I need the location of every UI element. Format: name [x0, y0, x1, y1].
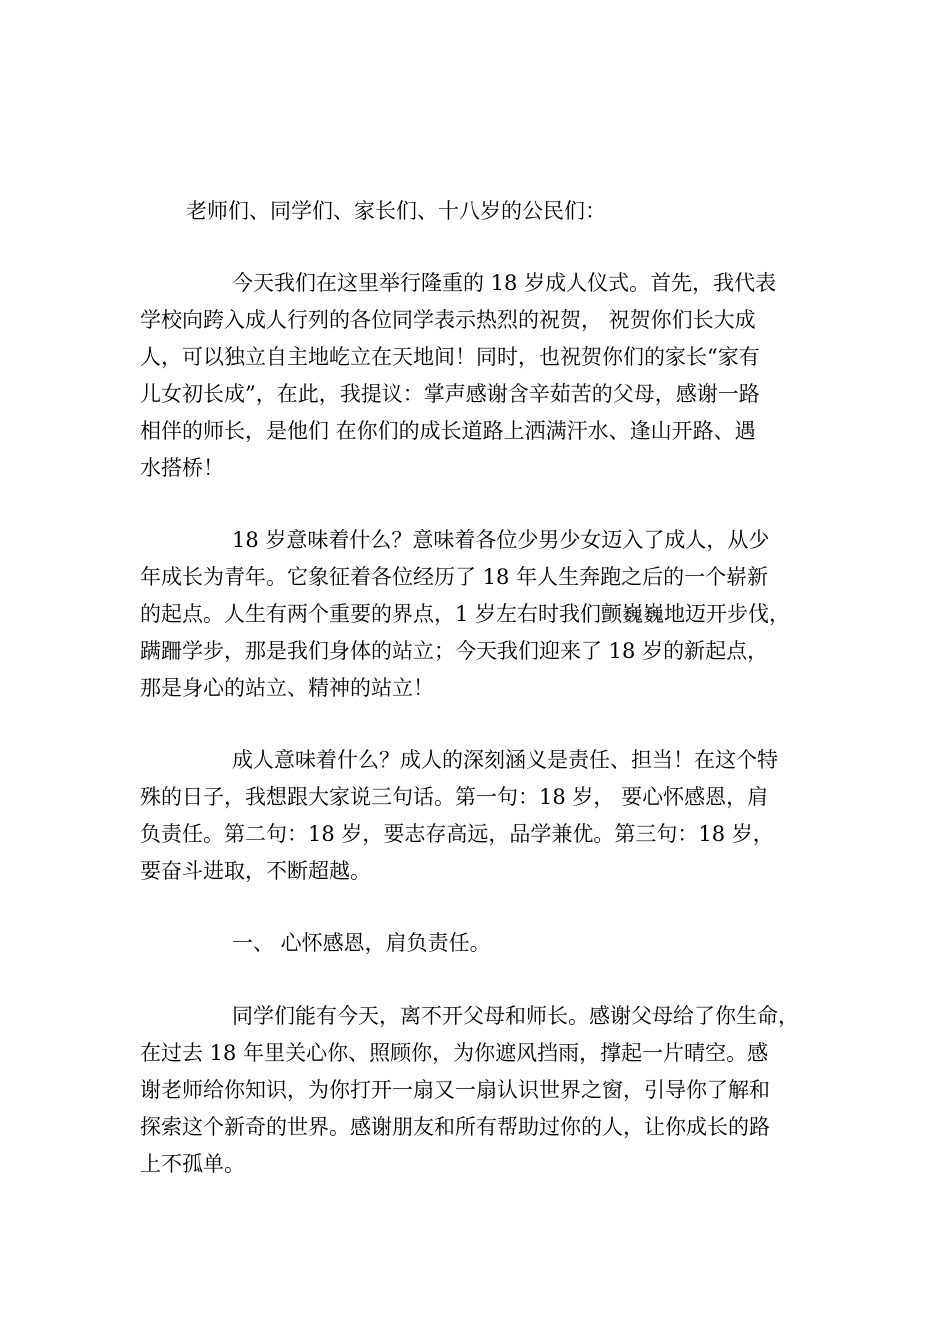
- paragraph-2-line-2: 年成长为青年。它象征着各位经历了 18 年人生奔跑之后的一个崭新: [140, 565, 769, 589]
- section-heading-1: 一、 心怀感恩，肩负责任。: [232, 931, 491, 955]
- paragraph-2-line-3: 的起点。人生有两个重要的界点，1 岁左右时我们颤巍巍地迈开步伐，: [140, 602, 791, 626]
- paragraph-3-line-3: 负责任。第二句：18 岁，要志存高远，品学兼优。第三句：18 岁，: [140, 822, 774, 846]
- paragraph-2-line-5: 那是身心的站立、精神的站立！: [140, 676, 434, 700]
- paragraph-1-line-4: 儿女初长成”，在此，我提议：掌声感谢含辛茹苦的父母，感谢一路: [140, 382, 760, 406]
- paragraph-1-line-3: 人，可以独立自主地屹立在天地间！同时，也祝贺你们的家长“家有: [140, 345, 760, 369]
- paragraph-5-line-5: 上不孤单。: [140, 1152, 245, 1176]
- paragraph-1-line-1: 今天我们在这里举行隆重的 18 岁成人仪式。首先，我代表: [232, 271, 777, 295]
- paragraph-1-line-5: 相伴的师长，是他们 在你们的成长道路上洒满汗水、逢山开路、遇: [140, 419, 756, 443]
- salutation: 老师们、同学们、家长们、十八岁的公民们：: [186, 199, 606, 223]
- paragraph-3-line-1: 成人意味着什么？成人的深刻涵义是责任、担当！在这个特: [232, 748, 778, 772]
- paragraph-2-line-4: 蹒跚学步，那是我们身体的站立；今天我们迎来了 18 岁的新起点，: [140, 639, 769, 663]
- paragraph-3-line-4: 要奋斗进取，不断超越。: [140, 859, 371, 883]
- paragraph-5-line-2: 在过去 18 年里关心你、照顾你，为你遮风挡雨，撑起一片晴空。感: [140, 1041, 769, 1065]
- paragraph-5-line-4: 探索这个新奇的世界。感谢朋友和所有帮助过你的人，让你成长的路: [140, 1115, 770, 1139]
- paragraph-2-line-1: 18 岁意味着什么？意味着各位少男少女迈入了成人，从少: [232, 528, 770, 552]
- paragraph-1-line-2: 学校向跨入成人行列的各位同学表示热烈的祝贺， 祝贺你们长大成: [140, 308, 756, 332]
- paragraph-3-line-2: 殊的日子，我想跟大家说三句话。第一句：18 岁， 要心怀感恩，肩: [140, 785, 769, 809]
- paragraph-5-line-3: 谢老师给你知识，为你打开一扇又一扇认识世界之窗，引导你了解和: [140, 1078, 770, 1102]
- paragraph-5-line-1: 同学们能有今天，离不开父母和师长。感谢父母给了你生命，: [232, 1004, 799, 1028]
- paragraph-1-line-6: 水搭桥！: [140, 456, 224, 480]
